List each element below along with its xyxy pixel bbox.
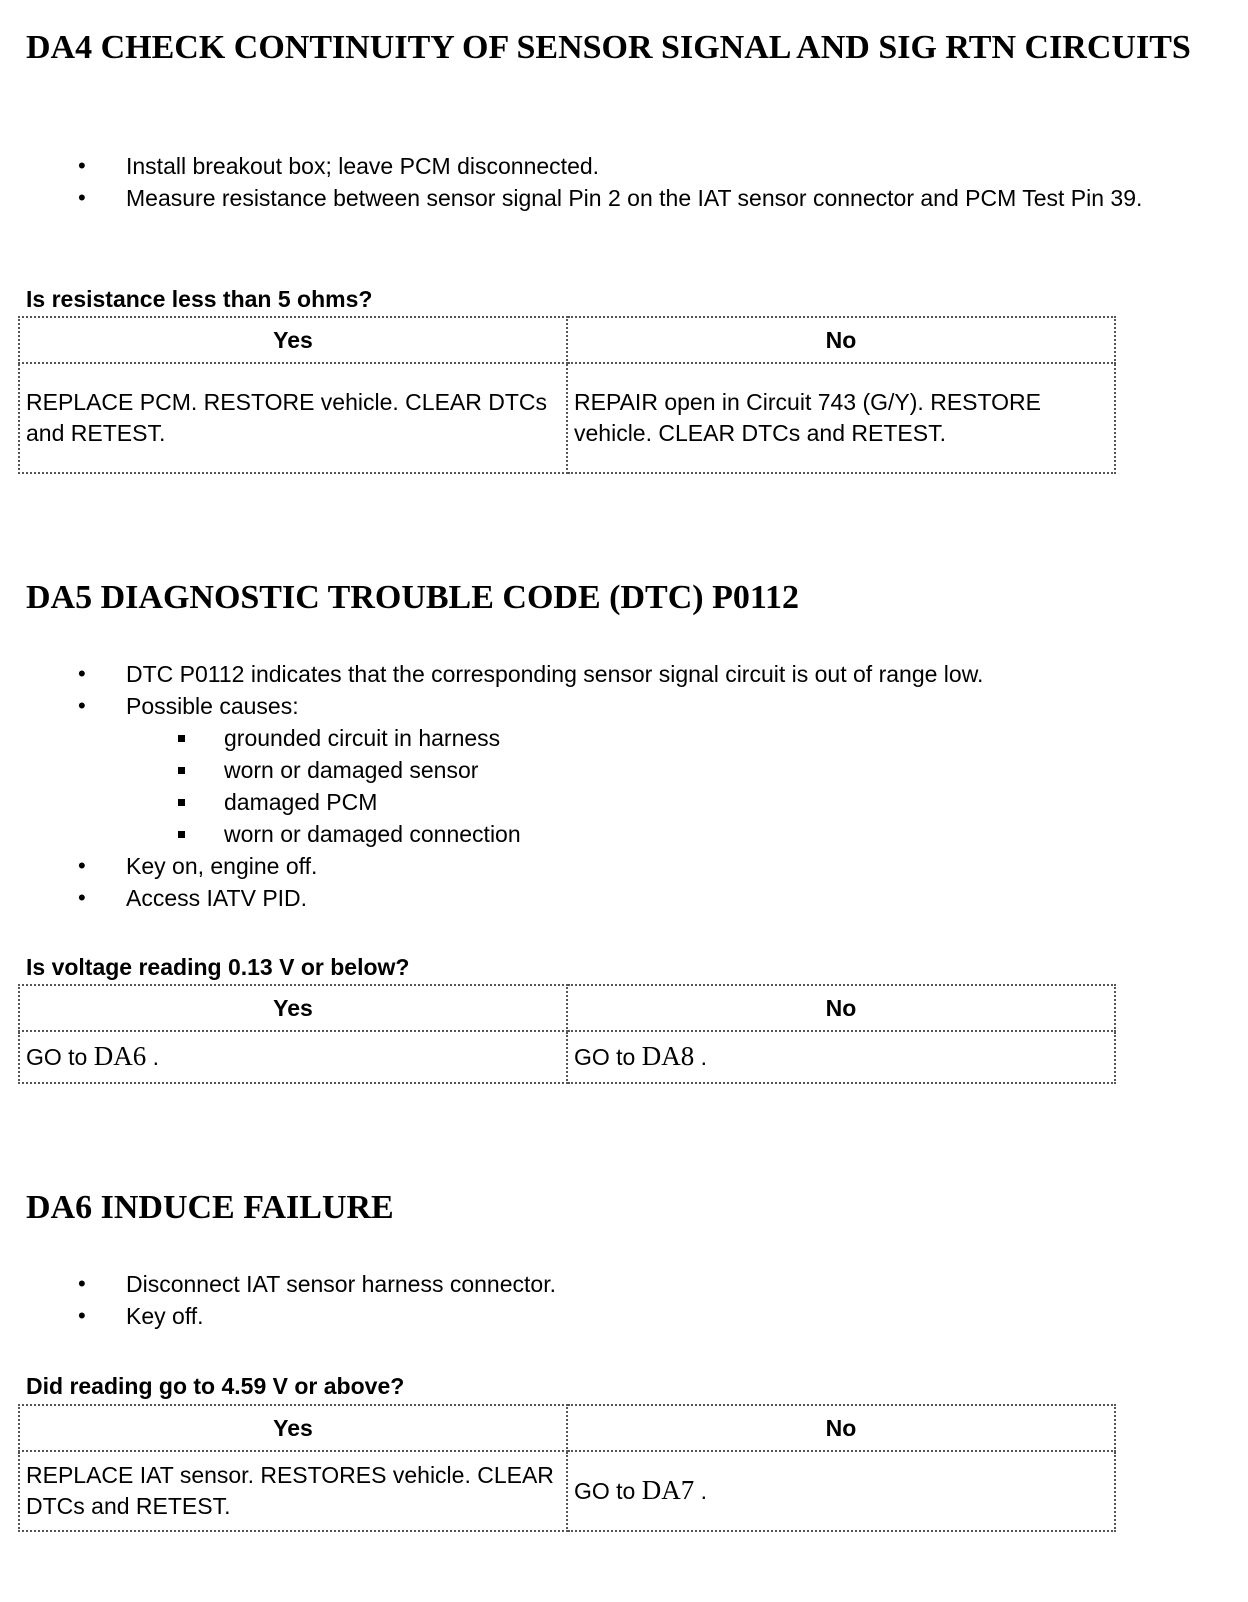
section-heading: DA4 CHECK CONTINUITY OF SENSOR SIGNAL AND SIG RTN CIRCUITS [26, 29, 1191, 66]
step-text: Possible causes: [126, 693, 299, 719]
no-header: No [567, 1405, 1115, 1451]
action-suffix: . [152, 1044, 160, 1070]
cause-item: worn or damaged sensor [224, 754, 1248, 786]
section-da5 [0, 576, 1248, 620]
cause-item: damaged PCM [224, 786, 1248, 818]
section-da4-question [0, 285, 1248, 313]
question-text: Is voltage reading 0.13 V or below? [26, 954, 410, 980]
action-suffix: . [700, 1478, 708, 1504]
section-da6 [0, 1186, 1248, 1230]
cause-item: worn or damaged connection [224, 818, 1248, 850]
step-item: • Key on, engine off. [126, 850, 1248, 882]
go-to-link-da6[interactable]: DA6 [93, 1041, 147, 1071]
step-item: • Key off. [126, 1300, 1248, 1332]
go-to-link-da7[interactable]: DA7 [641, 1475, 695, 1505]
no-action: REPAIR open in Circuit 743 (G/Y). RESTORE vehicle. CLEAR DTCs and RETEST. [567, 363, 1115, 473]
step-list [0, 1268, 1248, 1332]
action-prefix: GO to [574, 1044, 636, 1070]
no-header: No [567, 985, 1115, 1031]
section-heading: DA6 INDUCE FAILURE [26, 1189, 394, 1226]
step-item: • DTC P0112 indicates that the corresponding sensor signal circuit is out of range low. [126, 658, 1248, 690]
step-item-causes [126, 690, 1248, 850]
answer-table [18, 984, 1116, 1084]
action-prefix: GO to [26, 1044, 88, 1070]
answer-table [18, 1404, 1116, 1532]
go-to-link-da8[interactable]: DA8 [641, 1041, 695, 1071]
section-da5-question [0, 953, 1248, 981]
cause-list [126, 722, 1248, 850]
section-da5-steps [0, 658, 1248, 914]
question-text: Did reading go to 4.59 V or above? [26, 1373, 405, 1399]
section-da4 [0, 26, 1248, 70]
action-prefix: GO to [574, 1478, 636, 1504]
no-action [567, 1451, 1115, 1531]
yes-action [19, 1031, 567, 1083]
yes-header: Yes [19, 317, 567, 363]
section-da6-question [0, 1372, 1248, 1400]
yes-header: Yes [19, 1405, 567, 1451]
step-list [0, 150, 1248, 214]
no-action [567, 1031, 1115, 1083]
question-text: Is resistance less than 5 ohms? [26, 286, 373, 312]
step-item: • Disconnect IAT sensor harness connector. [126, 1268, 1248, 1300]
action-suffix: . [700, 1044, 708, 1070]
yes-action: REPLACE IAT sensor. RESTORES vehicle. CLEAR DTCs and RETEST. [19, 1451, 567, 1531]
yes-header: Yes [19, 985, 567, 1031]
step-item: • Install breakout box; leave PCM disconnected. [126, 150, 1248, 182]
cause-item: grounded circuit in harness [224, 722, 1248, 754]
section-da4-steps [0, 150, 1248, 214]
section-heading: DA5 DIAGNOSTIC TROUBLE CODE (DTC) P0112 [26, 579, 799, 616]
step-item: • Access IATV PID. [126, 882, 1248, 914]
answer-table [18, 316, 1116, 474]
step-item: • Measure resistance between sensor signal Pin 2 on the IAT sensor connector and PCM Test Pin 39. [126, 182, 1206, 214]
no-header: No [567, 317, 1115, 363]
section-da6-steps [0, 1268, 1248, 1332]
yes-action: REPLACE PCM. RESTORE vehicle. CLEAR DTCs and RETEST. [19, 363, 567, 473]
step-list [0, 658, 1248, 914]
